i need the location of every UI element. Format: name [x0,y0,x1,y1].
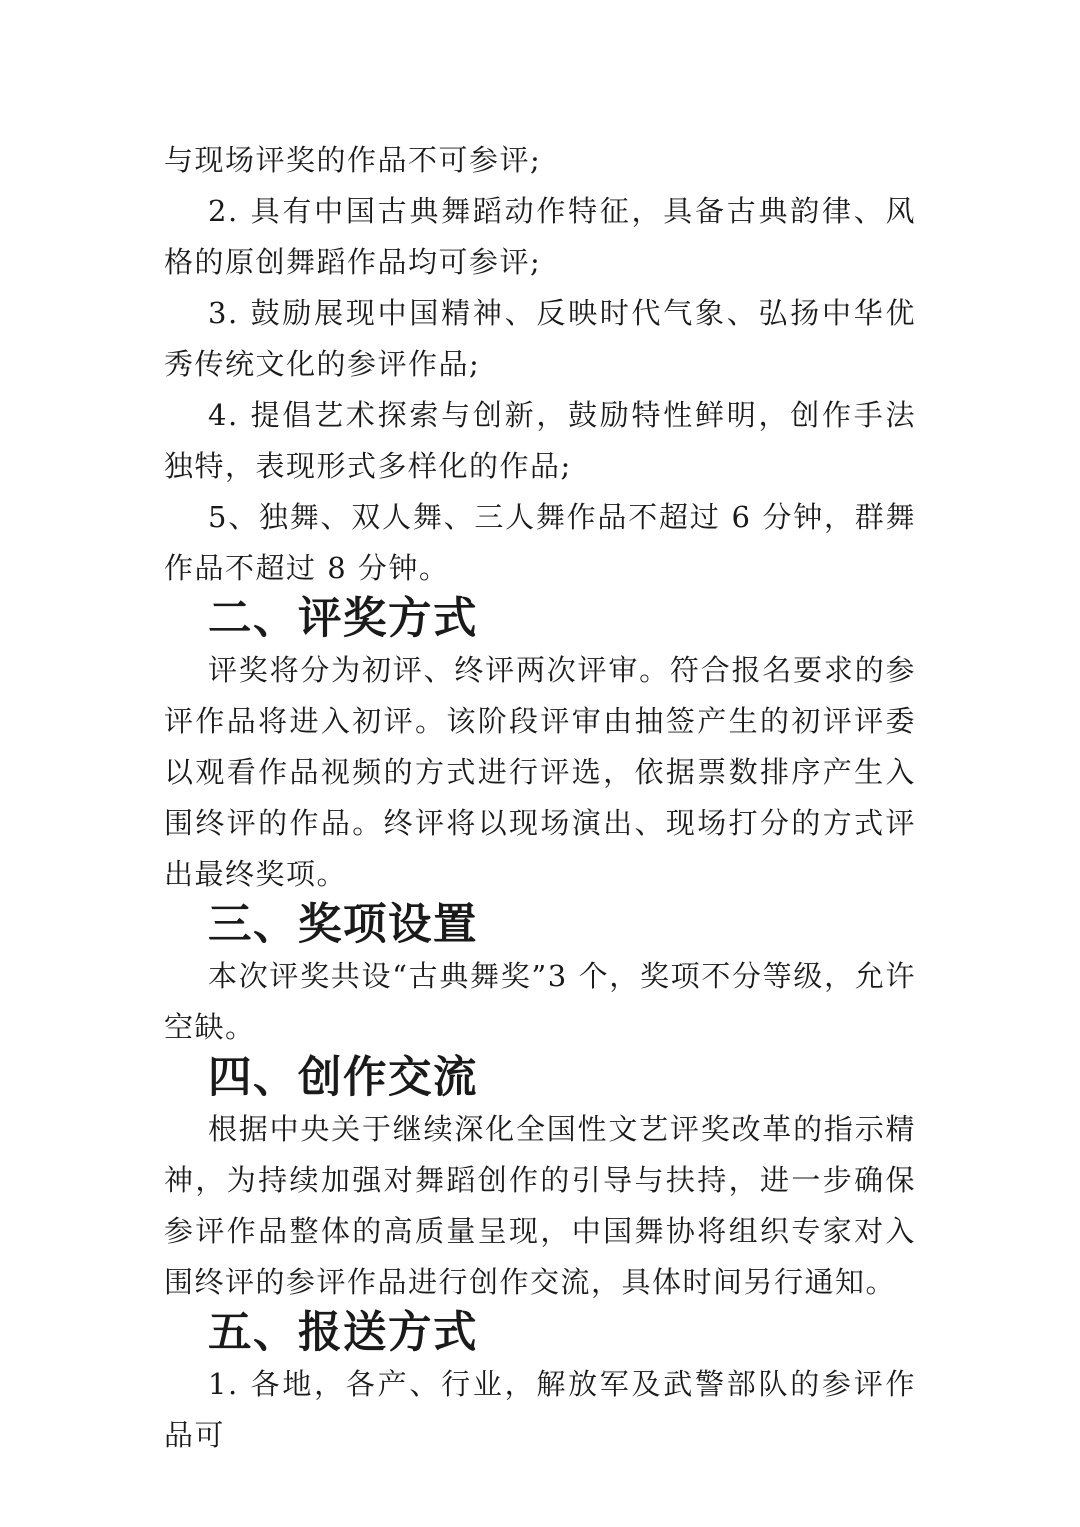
criteria-item-5: 5、独舞、双人舞、三人舞作品不超过 6 分钟，群舞作品不超过 8 分钟。 [164,500,916,585]
evaluation-method-paragraph: 评奖将分为初评、终评两次评审。符合报名要求的参评作品将进入初评。该阶段评审由抽签产生的初评评委以观看作品视频的方式进行评选，依据票数排序产生入围终评的作品。终评将以现场演出、现场打分的方式评出最终奖项。 [164,653,916,891]
section-heading-award-setup: 三、奖项设置 [208,900,478,950]
paragraph-continuation: 与现场评奖的作品不可参评; [164,143,542,177]
criteria-item-3: 3. 鼓励展现中国精神、反映时代气象、弘扬中华优秀传统文化的参评作品; [164,296,916,381]
creative-exchange-paragraph: 根据中央关于继续深化全国性文艺评奖改革的指示精神，为持续加强对舞蹈创作的引导与扶持，进一步确保参评作品整体的高质量呈现，中国舞协将组织专家对入围终评的参评作品进行创作交流，具体时间另行通知。 [164,1112,916,1299]
section-heading-creative-exchange: 四、创作交流 [208,1053,478,1103]
criteria-item-2: 2. 具有中国古典舞蹈动作特征，具备古典韵律、风格的原创舞蹈作品均可参评; [164,194,916,279]
document-body [164,135,916,1461]
criteria-item-4: 4. 提倡艺术探索与创新，鼓励特性鲜明，创作手法独特，表现形式多样化的作品; [164,398,916,483]
submission-item-1: 1. 各地，各产、行业，解放军及武警部队的参评作品可 [164,1367,916,1452]
award-setup-paragraph: 本次评奖共设“古典舞奖”3 个，奖项不分等级，允许空缺。 [164,959,916,1044]
section-heading-evaluation-method: 二、评奖方式 [208,594,478,644]
section-heading-submission-method: 五、报送方式 [208,1308,478,1358]
